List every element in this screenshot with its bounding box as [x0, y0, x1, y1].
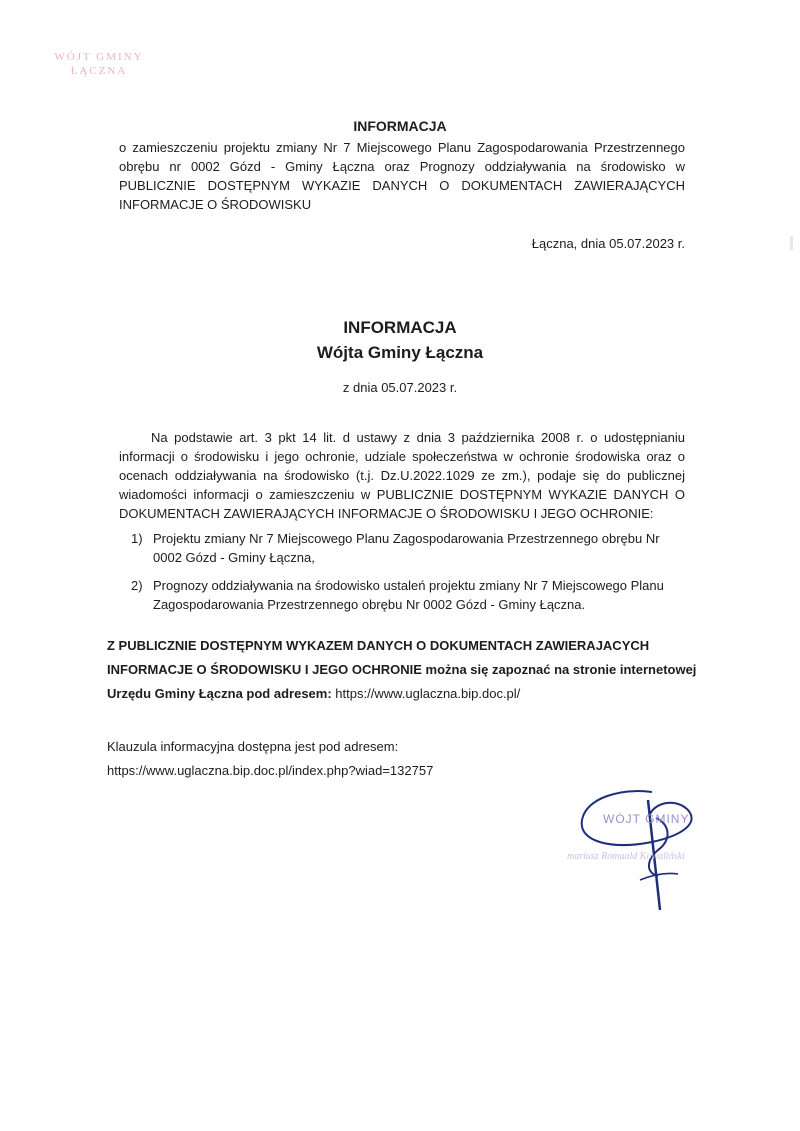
- notice-list: [119, 529, 685, 623]
- list-item-number: 1): [131, 531, 143, 546]
- stamp-faded: [44, 50, 154, 78]
- availability-url[interactable]: https://www.uglaczna.bip.doc.pl/: [335, 686, 521, 701]
- klauzula-block: [107, 735, 607, 783]
- stamp-line-1: WÓJT GMINY: [54, 51, 144, 63]
- list-item-number: 2): [131, 578, 143, 593]
- list-item: [119, 529, 685, 567]
- signature-drawing: [560, 780, 740, 920]
- signature-name: mariusz Romuald Kowaliński: [567, 851, 685, 862]
- klauzula-url[interactable]: https://www.uglaczna.bip.doc.pl/index.php?wiad=132757: [107, 763, 434, 778]
- notice-date: z dnia 05.07.2023 r.: [342, 380, 458, 395]
- signature-stamp-title: WÓJT GMINY: [603, 812, 690, 826]
- list-item-text: Projektu zmiany Nr 7 Miejscowego Planu Zagospodarowania Przestrzennego obrębu Nr 0002 Gózd - Gminy Łączna,: [153, 531, 660, 565]
- list-item-text: Prognozy oddziaływania na środowisko ustaleń projektu zmiany Nr 7 Miejscowego Planu Zagospodarowania Przestrzennego obrębu Nr 0002 Gózd - Gminy Łączna.: [153, 578, 664, 612]
- availability-note: [107, 634, 697, 706]
- header-title: INFORMACJA: [353, 118, 447, 134]
- stamp-line-2: ŁĄCZNA: [70, 65, 128, 77]
- notice-subtitle: Wójta Gminy Łączna: [316, 343, 484, 362]
- header-intro: o zamieszczeniu projektu zmiany Nr 7 Miejscowego Planu Zagospodarowania Przestrzennego obrębu nr 0002 Gózd - Gminy Łączna oraz Prognozy oddziaływania na środowisko w PUBLICZNIE DOSTĘPNYM WYKAZIE DANYCH O DOKUMENTACH ZAWIERAJĄCYCH INFORMACJE O ŚRODOWISKU: [119, 140, 685, 212]
- notice-title: INFORMACJA: [343, 318, 457, 337]
- notice-paragraph-text: Na podstawie art. 3 pkt 14 lit. d ustawy z dnia 3 października 2008 r. o udostępnianiu informacji o środowisku i jego ochronie, udziale społeczeństwa w ochronie środowiska oraz o ocenach oddziaływania na środowisko (t.j. Dz.U.2022.1029 ze zm.), podaje się do publicznej wiadomości informacji o zamieszczeniu w PUBLICZNIE DOSTĘPNYM WYKAZIE DANYCH O DOKUMENTACH ZAWIERAJĄCYCH INFORMACJE O ŚRODOWISKU I JEGO OCHRONIE:: [119, 430, 685, 521]
- klauzula-label: Klauzula informacyjna dostępna jest pod adresem:: [107, 739, 399, 754]
- scan-edge-mark: [790, 236, 793, 250]
- list-item: [119, 576, 685, 614]
- place-date: Łączna, dnia 05.07.2023 r.: [531, 236, 685, 251]
- notice-paragraph: [119, 428, 685, 523]
- availability-text: Z PUBLICZNIE DOSTĘPNYM WYKAZEM DANYCH O DOKUMENTACH ZAWIERAJACYCH INFORMACJE O ŚRODOWISKU I JEGO OCHRONIE można się zapoznać na stronie internetowej Urzędu Gminy Łączna pod adresem:: [107, 638, 697, 701]
